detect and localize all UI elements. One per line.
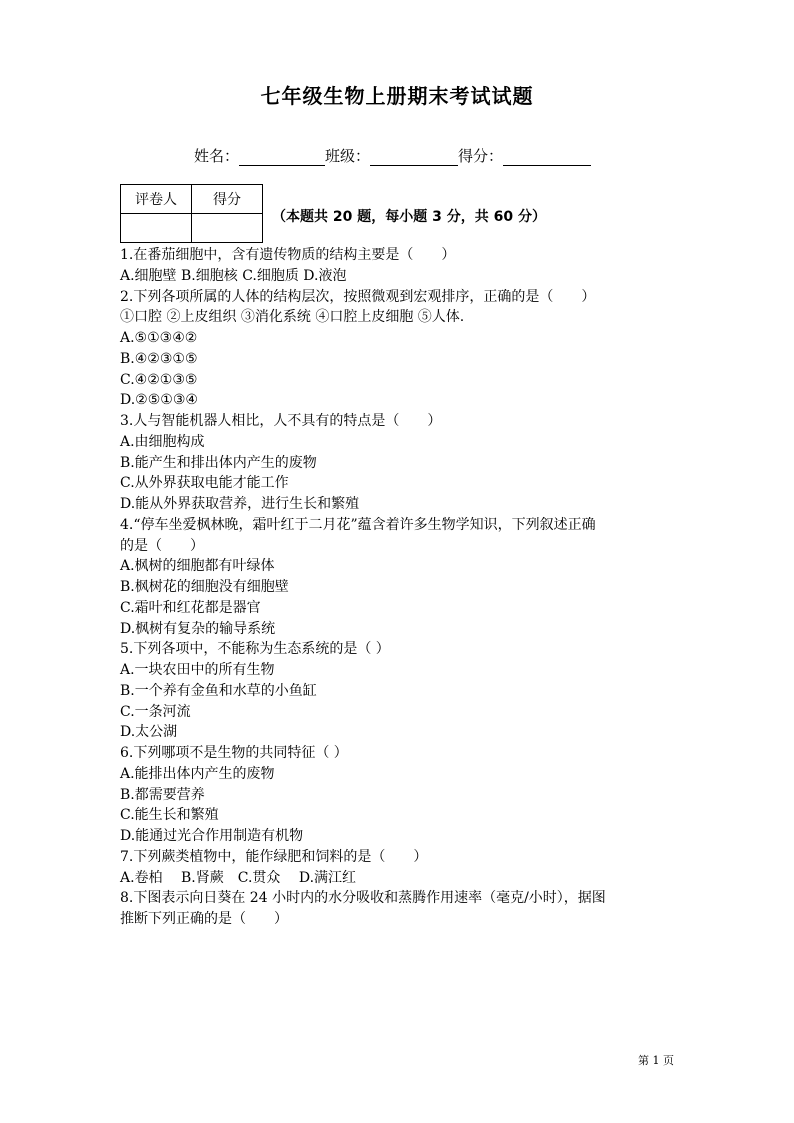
question-line: 3.人与智能机器人相比，人不具有的特点是（ ） [120,413,442,429]
question-line: C.霜叶和红花都是器官 [120,599,261,616]
question-line: B.④②③①⑤ [120,350,198,367]
question-line: C.能生长和繁殖 [120,807,219,824]
score-blank [503,149,591,166]
question-line: 1.在番茄细胞中，含有遗传物质的结构主要是（ ） [120,247,456,263]
question-list [120,245,680,930]
question-line: D.太公湖 [120,724,178,741]
name-blank [239,149,325,166]
question-line: 4.“停车坐爱枫林晚，霜叶红于二月花”蕴含着许多生物学知识，下列叙述正确 [120,516,596,533]
question-line: B.枫树花的细胞没有细胞壁 [120,579,289,595]
question-line: C.④②①③⑤ [120,371,198,388]
score-header: 得分 [192,185,263,214]
score-table [120,184,263,243]
question-line: D.枫树有复杂的输导系统 [120,620,276,637]
reviewer-cell [121,214,192,243]
section-note: （本题共 20 题，每小题 3 分，共 60 分） [272,209,546,225]
question-line: 推断下列正确的是（ ） [120,911,288,927]
page-number: 第 1 页 [638,1054,674,1067]
class-blank [370,149,458,166]
question-line: 7.下列蕨类植物中，能作绿肥和饲料的是（ ） [120,848,428,865]
question-line: A.一块农田中的所有生物 [120,662,275,678]
score-cell [192,214,263,243]
question-line: D.能从外界获取营养，进行生长和繁殖 [120,496,360,512]
name-label: 姓名： [194,147,240,165]
question-line: B.都需要营养 [120,786,205,803]
question-line: 5.下列各项中，不能称为生态系统的是（ ） [120,641,390,658]
question-line: A.能排出体内产生的废物 [120,765,275,782]
question-line: D.②⑤①③④ [120,392,198,409]
question-line: 的是（ ） [120,537,204,554]
question-line: A.枫树的细胞都有叶绿体 [120,558,275,575]
question-line: A.⑤①③④② [120,330,198,346]
question-line: 6.下列哪项不是生物的共同特征（ ） [120,745,348,761]
question-line: B.能产生和排出体内产生的废物 [120,454,317,471]
page-title: 七年级生物上册期末考试试题 [260,84,534,108]
reviewer-header: 评卷人 [121,185,192,214]
question-line: D.能通过光合作用制造有机物 [120,828,304,844]
student-info-line [194,145,591,166]
class-label: 班级： [325,147,371,165]
question-line: C.一条河流 [120,703,191,720]
question-line: B.一个养有金鱼和水草的小鱼缸 [120,682,317,699]
question-line: 8.下图表示向日葵在 24 小时内的水分吸收和蒸腾作用速率（毫克/小时），据图 [120,890,606,907]
question-line: 2.下列各项所属的人体的结构层次，按照微观到宏观排序，正确的是（ ） [120,288,596,305]
question-line: C.从外界获取电能才能工作 [120,475,289,492]
question-line: A.细胞壁 B.细胞核 C.细胞质 D.液泡 [120,267,347,284]
question-line: A.由细胞构成 [120,433,205,450]
score-label: 得分： [458,147,504,165]
question-line: A.卷柏 B.肾蕨 C.贯众 D.满江红 [120,869,357,886]
question-line: ①口腔 ②上皮组织 ③消化系统 ④口腔上皮细胞 ⑤人体. [120,309,465,326]
